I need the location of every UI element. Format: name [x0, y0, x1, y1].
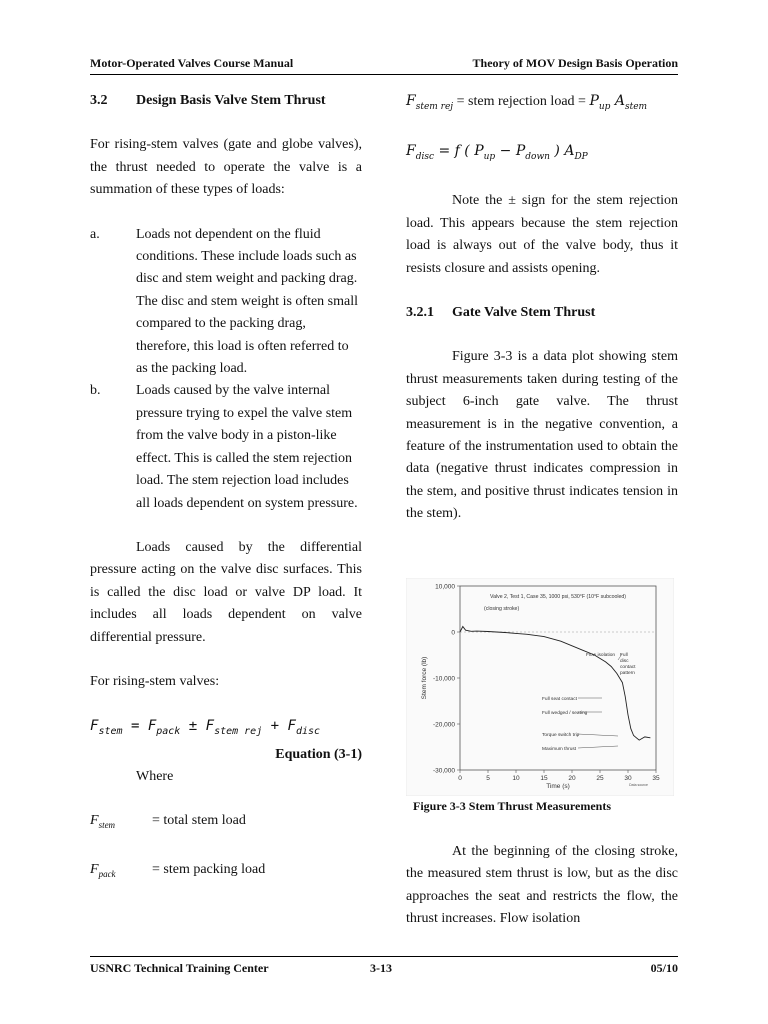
figure-frame: [406, 578, 674, 796]
definition-symbol: $F_{stem}$: [90, 813, 116, 831]
figure-paragraph: Figure 3-3 is a data plot showing stem thrust measurements taken during testing of the subject 6-inch gate valve. The thrust measurement is in the negative convention, a feature of the instrumentation used to obtain the data (negative thrust indicates compression in the stem, and positive thrust indicates tension in the stem).: [406, 349, 678, 522]
stem-rejection-definition: $F_{stem rej}$ = stem rejection load = $P_{up}$ $A_{stem}$: [406, 93, 648, 112]
disc-load-definition: $F_{disc} = f$ ( $P_{up} - P_{down}$ ) $A_{DP}$: [406, 143, 588, 162]
equation-3-1: $F_{stem} = F_{pack} \pm F_{stem rej} + F_{disc}$: [90, 718, 321, 738]
subsection-number: 3.2.1: [406, 305, 434, 321]
figure-subtitle-line: (closing stroke): [484, 606, 520, 612]
definition-text: = stem packing load: [152, 861, 266, 877]
footer-page-number: 3-13: [370, 961, 392, 975]
annotation-word: disc: [620, 659, 629, 664]
section-number: 3.2: [90, 93, 108, 108]
equation-label: Equation (3-1): [275, 746, 362, 762]
list-item-text: Loads not dependent on the fluid conditions. These include loads such as disc and stem weight and packing drag. The disc and stem weight is often small compared to the packing drag, therefore, this load is often referred to as the packing load.: [136, 226, 359, 377]
list-item-label: a.: [90, 226, 100, 242]
annotation-label: Full wedged / seating: [542, 711, 588, 716]
y-tick-label: -10,000: [432, 675, 455, 683]
annotation-label: Torque switch trip: [542, 733, 580, 738]
definition-symbol: $F_{pack}$: [90, 861, 116, 879]
y-tick-label: -20,000: [432, 721, 455, 729]
list-item-label: b.: [90, 383, 101, 399]
x-tick-label: 25: [596, 775, 604, 782]
definition-text: = total stem load: [152, 813, 246, 829]
section-title: Design Basis Valve Stem Thrust: [136, 93, 326, 108]
note-paragraph: Note the ± sign for the stem rejection load. This appears because the stem rejection load is always out of the valve body, thus it resists closure and assists opening.: [406, 193, 678, 276]
page-footer: [90, 956, 678, 977]
right-column: [406, 90, 678, 526]
subsection-heading: [406, 302, 678, 324]
y-axis-label: Stem force (lb): [421, 656, 428, 700]
definition-row: [90, 810, 362, 836]
intro-paragraph: For rising-stem valves (gate and globe valves), the thrust needed to operate the valve is a summation of these types of loads:: [90, 137, 362, 198]
y-tick-label: 0: [451, 629, 455, 637]
spacer: [90, 649, 362, 671]
rising-stem-label: For rising-stem valves:: [90, 673, 220, 689]
header-right: Theory of MOV Design Basis Operation: [472, 56, 678, 70]
left-column: [90, 90, 362, 885]
spacer: [406, 324, 678, 346]
spacer: [90, 693, 362, 715]
spacer: [406, 280, 678, 302]
footer-date: 05/10: [650, 961, 678, 975]
x-tick-label: 35: [652, 775, 660, 782]
annotation-label: Flow isolation: [586, 653, 616, 658]
figure-credit: Data source: [629, 783, 648, 787]
x-tick-label: 10: [512, 775, 520, 782]
annotation-label: Maximum thrust: [542, 747, 577, 752]
annotation-word: Full: [620, 653, 628, 658]
section-heading: [90, 90, 362, 112]
x-tick-label: 5: [486, 775, 490, 782]
spacer: [406, 118, 678, 140]
closing-paragraph: At the beginning of the closing stroke, the measured stem thrust is low, but as the disc approaches the seat and restricts the flow, the thrust increases. Flow isolation: [406, 844, 678, 927]
list-item-text: Loads caused by the valve internal pressure trying to expel the valve stem from the valve body in a piston-like effect. This is called the stem rejection load. The stem rejection load includes all loads dependent on system pressure.: [136, 383, 358, 511]
annotation-word: pattern: [620, 671, 635, 676]
spacer: [406, 168, 678, 190]
where-label: Where: [136, 768, 174, 784]
y-tick-label: 10,000: [435, 583, 455, 591]
disc-load-paragraph: Loads caused by the differential pressure acting on the valve disc surfaces. This is called the disc load or valve DP load. It includes all loads dependent on valve differential pressure.: [90, 539, 362, 645]
stem-thrust-figure: [406, 578, 674, 816]
definition-row: [90, 859, 362, 885]
x-tick-label: 30: [624, 775, 632, 782]
spacer: [90, 788, 362, 810]
x-tick-label: 0: [458, 775, 462, 782]
y-tick-label: -30,000: [432, 767, 455, 775]
annotation-label: Full seat contact: [542, 697, 577, 702]
page-header: [90, 54, 678, 75]
list-item: [90, 224, 362, 381]
subsection-title: Gate Valve Stem Thrust: [452, 305, 596, 321]
annotation-word: contact: [620, 665, 636, 670]
spacer: [90, 112, 362, 134]
spacer: [90, 202, 362, 224]
x-tick-label: 20: [568, 775, 576, 782]
header-left: Motor-Operated Valves Course Manual: [90, 56, 294, 70]
x-axis-label: Time (s): [546, 783, 570, 790]
figure-title-line: Valve 2, Test 1, Case 35, 1000 psi, 530°F (10°F subcooled): [490, 594, 627, 600]
spacer: [90, 837, 362, 859]
stem-thrust-chart: [406, 578, 674, 796]
spacer: [90, 515, 362, 537]
list-item: [90, 380, 362, 514]
figure-caption: Figure 3-3 Stem Thrust Measurements: [413, 799, 611, 813]
x-tick-label: 15: [540, 775, 548, 782]
footer-left: USNRC Technical Training Center: [90, 961, 269, 975]
